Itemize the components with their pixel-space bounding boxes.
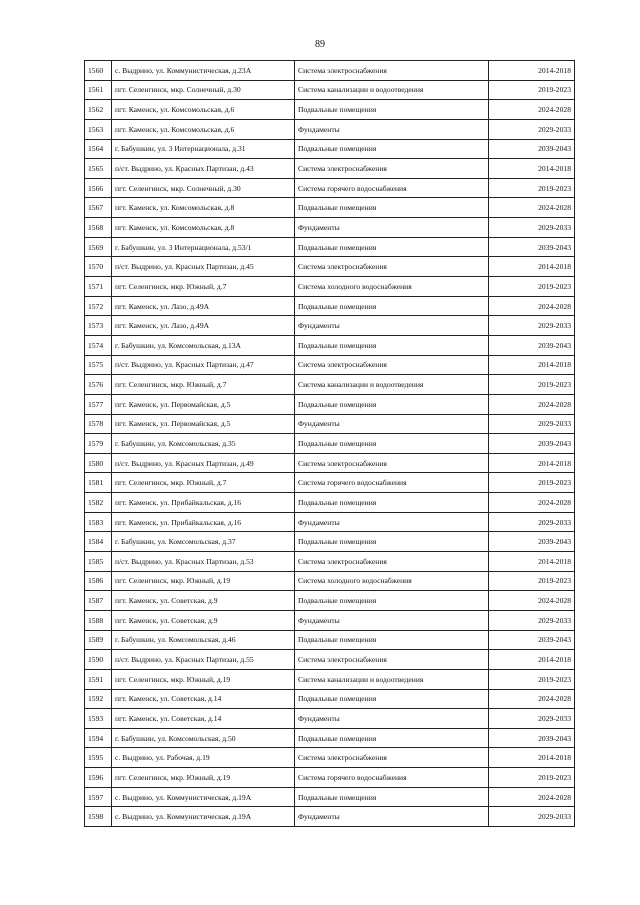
table-row [85,119,575,139]
period-cell: 2029-2033 [489,414,575,434]
page-number: 89 [315,39,325,50]
address-cell: пгт. Каменск, ул. Прибайкальская, д.16 [112,493,295,513]
address-cell: пгт. Селенгинск, мкр. Южный, д.7 [112,473,295,493]
row-number-cell: 1597 [85,787,112,807]
address-cell: пгт. Каменск, ул. Советская, д.14 [112,689,295,709]
address-cell: п/ст. Выдрино, ул. Красных Партизан, д.55 [112,650,295,670]
row-number-cell: 1592 [85,689,112,709]
table-row [85,394,575,414]
work-type-cell: Система горячего водоснабжения [295,768,489,788]
table-row [85,728,575,748]
period-cell: 2029-2033 [489,807,575,827]
repair-schedule-table [84,60,575,827]
work-type-cell: Система электроснабжения [295,748,489,768]
address-cell: пгт. Каменск, ул. Комсомольская, д.8 [112,198,295,218]
table-row [85,414,575,434]
work-type-cell: Система электроснабжения [295,552,489,572]
period-cell: 2039-2043 [489,335,575,355]
period-cell: 2024-2028 [489,198,575,218]
period-cell: 2014-2018 [489,61,575,81]
table-row [85,650,575,670]
address-cell: пгт. Каменск, ул. Первомайская, д.5 [112,414,295,434]
period-cell: 2019-2023 [489,375,575,395]
address-cell: г. Бабушкин, ул. Комсомольская, д.50 [112,728,295,748]
row-number-cell: 1594 [85,728,112,748]
row-number-cell: 1587 [85,591,112,611]
row-number-cell: 1574 [85,335,112,355]
row-number-cell: 1590 [85,650,112,670]
row-number-cell: 1564 [85,139,112,159]
address-cell: п/ст. Выдрино, ул. Красных Партизан, д.49 [112,453,295,473]
work-type-cell: Подвальные помещения [295,493,489,513]
work-type-cell: Фундаменты [295,218,489,238]
row-number-cell: 1565 [85,159,112,179]
table-row [85,807,575,827]
address-cell: пгт. Каменск, ул. Первомайская, д.5 [112,394,295,414]
work-type-cell: Подвальные помещения [295,787,489,807]
table-row [85,571,575,591]
table-row [85,178,575,198]
period-cell: 2024-2028 [489,493,575,513]
address-cell: с. Выдрино, ул. Коммунистическая, д.19А [112,807,295,827]
work-type-cell: Система электроснабжения [295,257,489,277]
work-type-cell: Фундаменты [295,807,489,827]
row-number-cell: 1562 [85,100,112,120]
table-row [85,493,575,513]
table-row [85,335,575,355]
table-row [85,453,575,473]
address-cell: г. Бабушкин, ул. Комсомольская, д.13А [112,335,295,355]
address-cell: п/ст. Выдрино, ул. Красных Партизан, д.53 [112,552,295,572]
table-row [85,139,575,159]
work-type-cell: Подвальные помещения [295,296,489,316]
row-number-cell: 1576 [85,375,112,395]
row-number-cell: 1570 [85,257,112,277]
period-cell: 2024-2028 [489,787,575,807]
address-cell: пгт. Селенгинск, мкр. Солнечный, д.30 [112,80,295,100]
work-type-cell: Подвальные помещения [295,237,489,257]
table-row [85,159,575,179]
period-cell: 2014-2018 [489,257,575,277]
row-number-cell: 1560 [85,61,112,81]
table-row [85,473,575,493]
table-row [85,591,575,611]
work-type-cell: Фундаменты [295,414,489,434]
work-type-cell: Система электроснабжения [295,61,489,81]
table-row [85,768,575,788]
table-row [85,709,575,729]
row-number-cell: 1586 [85,571,112,591]
address-cell: пгт. Каменск, ул. Комсомольская, д.8 [112,218,295,238]
row-number-cell: 1568 [85,218,112,238]
row-number-cell: 1595 [85,748,112,768]
period-cell: 2019-2023 [489,669,575,689]
work-type-cell: Подвальные помещения [295,630,489,650]
table-row [85,100,575,120]
table-row [85,316,575,336]
address-cell: с. Выдрино, ул. Коммунистическая, д.23А [112,61,295,81]
row-number-cell: 1596 [85,768,112,788]
row-number-cell: 1561 [85,80,112,100]
row-number-cell: 1569 [85,237,112,257]
work-type-cell: Система электроснабжения [295,650,489,670]
address-cell: пгт. Каменск, ул. Лазо, д.49А [112,296,295,316]
period-cell: 2024-2028 [489,591,575,611]
period-cell: 2039-2043 [489,237,575,257]
period-cell: 2019-2023 [489,80,575,100]
row-number-cell: 1577 [85,394,112,414]
address-cell: п/ст. Выдрино, ул. Красных Партизан, д.45 [112,257,295,277]
row-number-cell: 1589 [85,630,112,650]
period-cell: 2024-2028 [489,689,575,709]
row-number-cell: 1582 [85,493,112,513]
address-cell: с. Выдрино, ул. Рабочая, д.19 [112,748,295,768]
address-cell: пгт. Каменск, ул. Лазо, д.49А [112,316,295,336]
period-cell: 2039-2043 [489,532,575,552]
row-number-cell: 1581 [85,473,112,493]
table-row [85,434,575,454]
period-cell: 2014-2018 [489,650,575,670]
row-number-cell: 1591 [85,669,112,689]
work-type-cell: Подвальные помещения [295,728,489,748]
table-row [85,610,575,630]
address-cell: г. Бабушкин, ул. Комсомольская, д.35 [112,434,295,454]
period-cell: 2019-2023 [489,473,575,493]
period-cell: 2014-2018 [489,453,575,473]
period-cell: 2024-2028 [489,394,575,414]
table-row [85,277,575,297]
row-number-cell: 1578 [85,414,112,434]
address-cell: пгт. Каменск, ул. Комсомольская, д.6 [112,100,295,120]
table-row [85,80,575,100]
work-type-cell: Система горячего водоснабжения [295,473,489,493]
table-row [85,61,575,81]
work-type-cell: Подвальные помещения [295,198,489,218]
work-type-cell: Подвальные помещения [295,100,489,120]
table-row [85,532,575,552]
work-type-cell: Фундаменты [295,610,489,630]
table-row [85,512,575,532]
work-type-cell: Фундаменты [295,119,489,139]
period-cell: 2024-2028 [489,100,575,120]
work-type-cell: Система электроснабжения [295,159,489,179]
table-row [85,552,575,572]
period-cell: 2014-2018 [489,748,575,768]
period-cell: 2029-2033 [489,316,575,336]
row-number-cell: 1566 [85,178,112,198]
work-type-cell: Система электроснабжения [295,355,489,375]
row-number-cell: 1593 [85,709,112,729]
row-number-cell: 1579 [85,434,112,454]
work-type-cell: Фундаменты [295,709,489,729]
table-row [85,630,575,650]
work-type-cell: Фундаменты [295,316,489,336]
period-cell: 2019-2023 [489,178,575,198]
work-type-cell: Система холодного водоснабжения [295,571,489,591]
address-cell: г. Бабушкин, ул. Комсомольская, д.46 [112,630,295,650]
work-type-cell: Подвальные помещения [295,335,489,355]
table-row [85,218,575,238]
work-type-cell: Система канализации и водоотведения [295,375,489,395]
address-cell: г. Бабушкин, ул. Комсомольская, д.37 [112,532,295,552]
work-type-cell: Система электроснабжения [295,453,489,473]
address-cell: пгт. Каменск, ул. Советская, д.9 [112,591,295,611]
period-cell: 2039-2043 [489,434,575,454]
table-row [85,296,575,316]
address-cell: пгт. Селенгинск, мкр. Солнечный, д.30 [112,178,295,198]
work-type-cell: Система канализации и водоотведения [295,80,489,100]
row-number-cell: 1573 [85,316,112,336]
row-number-cell: 1598 [85,807,112,827]
period-cell: 2029-2033 [489,709,575,729]
work-type-cell: Система канализации и водоотведения [295,669,489,689]
period-cell: 2039-2043 [489,630,575,650]
table-row [85,748,575,768]
address-cell: пгт. Селенгинск, мкр. Южный, д.19 [112,669,295,689]
address-cell: пгт. Каменск, ул. Советская, д.14 [112,709,295,729]
address-cell: г. Бабушкин, ул. 3 Интернационала, д.53/1 [112,237,295,257]
work-type-cell: Подвальные помещения [295,689,489,709]
address-cell: пгт. Каменск, ул. Комсомольская, д.6 [112,119,295,139]
period-cell: 2014-2018 [489,355,575,375]
row-number-cell: 1575 [85,355,112,375]
row-number-cell: 1572 [85,296,112,316]
period-cell: 2014-2018 [489,552,575,572]
work-type-cell: Подвальные помещения [295,591,489,611]
address-cell: с. Выдрино, ул. Коммунистическая, д.19А [112,787,295,807]
work-type-cell: Фундаменты [295,512,489,532]
table-row [85,237,575,257]
table-row [85,375,575,395]
address-cell: пгт. Селенгинск, мкр. Южный, д.7 [112,375,295,395]
table-body [85,61,575,827]
address-cell: пгт. Каменск, ул. Советская, д.9 [112,610,295,630]
row-number-cell: 1563 [85,119,112,139]
period-cell: 2039-2043 [489,728,575,748]
row-number-cell: 1571 [85,277,112,297]
address-cell: пгт. Каменск, ул. Прибайкальская, д.16 [112,512,295,532]
work-type-cell: Подвальные помещения [295,139,489,159]
period-cell: 2019-2023 [489,571,575,591]
table-row [85,257,575,277]
period-cell: 2029-2033 [489,610,575,630]
address-cell: г. Бабушкин, ул. 3 Интернационала, д.31 [112,139,295,159]
table-row [85,689,575,709]
row-number-cell: 1584 [85,532,112,552]
period-cell: 2039-2043 [489,139,575,159]
row-number-cell: 1567 [85,198,112,218]
work-type-cell: Система горячего водоснабжения [295,178,489,198]
table-row [85,669,575,689]
address-cell: п/ст. Выдрино, ул. Красных Партизан, д.43 [112,159,295,179]
table-row [85,355,575,375]
row-number-cell: 1580 [85,453,112,473]
work-type-cell: Подвальные помещения [295,434,489,454]
address-cell: пгт. Селенгинск, мкр. Южный, д.19 [112,571,295,591]
period-cell: 2024-2028 [489,296,575,316]
address-cell: пгт. Селенгинск, мкр. Южный, д.19 [112,768,295,788]
work-type-cell: Подвальные помещения [295,394,489,414]
work-type-cell: Подвальные помещения [295,532,489,552]
row-number-cell: 1585 [85,552,112,572]
address-cell: пгт. Селенгинск, мкр. Южный, д.7 [112,277,295,297]
row-number-cell: 1588 [85,610,112,630]
period-cell: 2029-2033 [489,119,575,139]
row-number-cell: 1583 [85,512,112,532]
table-row [85,198,575,218]
table-row [85,787,575,807]
period-cell: 2019-2023 [489,768,575,788]
work-type-cell: Система холодного водоснабжения [295,277,489,297]
period-cell: 2029-2033 [489,512,575,532]
period-cell: 2014-2018 [489,159,575,179]
period-cell: 2019-2023 [489,277,575,297]
period-cell: 2029-2033 [489,218,575,238]
address-cell: п/ст. Выдрино, ул. Красных Партизан, д.47 [112,355,295,375]
